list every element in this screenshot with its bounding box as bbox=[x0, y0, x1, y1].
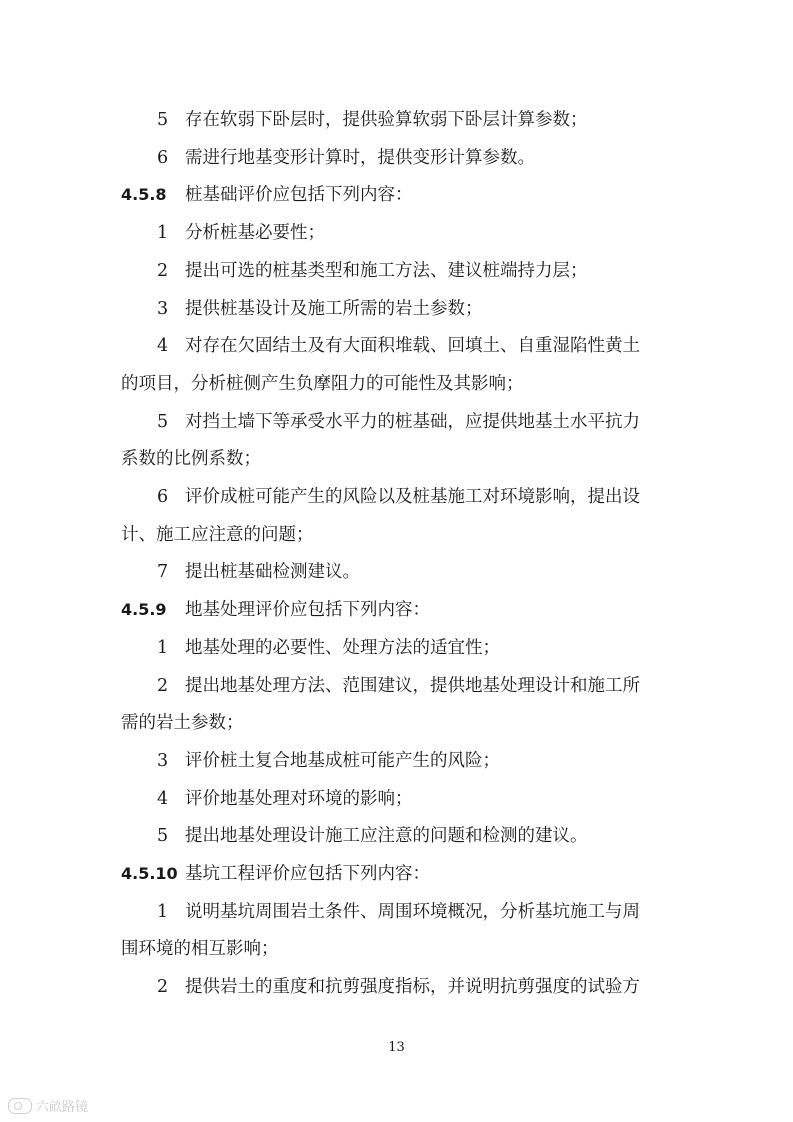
list-item bbox=[0, 410, 793, 434]
list-item bbox=[0, 334, 793, 358]
line-text: 地基处理的必要性、处理方法的适宜性； bbox=[185, 637, 500, 658]
line-text: 桩基础评价应包括下列内容： bbox=[185, 185, 413, 206]
list-item bbox=[0, 975, 793, 999]
list-item bbox=[0, 560, 793, 584]
item-number: 1 bbox=[157, 901, 169, 922]
item-number: 4 bbox=[157, 336, 169, 357]
line-text: 需的岩土参数； bbox=[121, 713, 244, 734]
item-number: 5 bbox=[157, 411, 169, 432]
section-heading bbox=[0, 862, 793, 886]
list-item bbox=[0, 221, 793, 245]
line-text: 提出地基处理设计施工应注意的问题和检测的建议。 bbox=[185, 826, 588, 847]
watermark bbox=[8, 1096, 88, 1115]
list-item bbox=[0, 900, 793, 924]
list-item bbox=[0, 259, 793, 283]
item-number: 3 bbox=[157, 750, 169, 771]
section-number: 4.5.8 bbox=[121, 185, 167, 205]
line-text: 评价地基处理对环境的影响； bbox=[185, 788, 413, 809]
list-item-continuation bbox=[0, 711, 793, 735]
item-number: 2 bbox=[157, 260, 169, 281]
list-item-continuation bbox=[0, 523, 793, 547]
line-text: 的项目，分析桩侧产生负摩阻力的可能性及其影响； bbox=[121, 373, 524, 394]
watermark-logo-icon bbox=[8, 1098, 32, 1114]
item-number: 5 bbox=[157, 826, 169, 847]
item-number: 1 bbox=[157, 223, 169, 244]
list-item bbox=[0, 749, 793, 773]
item-number: 4 bbox=[157, 788, 169, 809]
list-item bbox=[0, 674, 793, 698]
watermark-text: 六畝路镜 bbox=[36, 1100, 89, 1115]
section-heading bbox=[0, 183, 793, 207]
line-text: 存在软弱下卧层时，提供验算软弱下卧层计算参数； bbox=[185, 110, 588, 130]
line-text: 说明基坑周围岩土条件、周围环境概况，分析基坑施工与周 bbox=[185, 901, 640, 922]
line-text: 对存在欠固结土及有大面积堆载、回填土、自重湿陷性黄土 bbox=[185, 336, 640, 357]
item-number: 3 bbox=[157, 298, 169, 319]
item-number: 6 bbox=[157, 487, 169, 507]
section-number: 4.5.10 bbox=[121, 864, 178, 883]
item-number: 5 bbox=[157, 110, 169, 130]
list-item bbox=[0, 485, 793, 509]
item-number: 2 bbox=[157, 977, 169, 998]
line-text: 基坑工程评价应包括下列内容： bbox=[185, 864, 430, 884]
line-text: 对挡土墙下等承受水平力的桩基础，应提供地基土水平抗力 bbox=[185, 411, 640, 432]
item-number: 1 bbox=[157, 637, 169, 658]
item-number: 2 bbox=[157, 675, 169, 696]
list-item-continuation bbox=[0, 447, 793, 471]
line-text: 提出桩基础检测建议。 bbox=[185, 562, 360, 583]
list-item-continuation bbox=[0, 372, 793, 396]
line-text: 需进行地基变形计算时，提供变形计算参数。 bbox=[185, 147, 535, 168]
list-item bbox=[0, 297, 793, 321]
section-heading bbox=[0, 598, 793, 622]
line-text: 提出可选的桩基类型和施工方法、建议桩端持力层； bbox=[185, 260, 588, 281]
line-text: 围环境的相互影响； bbox=[121, 939, 279, 960]
line-text: 提供桩基设计及施工所需的岩土参数； bbox=[185, 298, 483, 319]
page-number: 13 bbox=[388, 1040, 405, 1055]
line-text: 计、施工应注意的问题； bbox=[121, 524, 314, 545]
line-text: 评价成桩可能产生的风险以及桩基施工对环境影响，提出设 bbox=[185, 487, 640, 507]
list-item bbox=[0, 146, 793, 170]
line-text: 提供岩土的重度和抗剪强度指标，并说明抗剪强度的试验方 bbox=[185, 977, 640, 998]
list-item bbox=[0, 636, 793, 660]
list-item-continuation bbox=[0, 937, 793, 961]
section-number: 4.5.9 bbox=[121, 600, 167, 620]
line-text: 地基处理评价应包括下列内容： bbox=[185, 600, 430, 621]
line-text: 评价桩土复合地基成桩可能产生的风险； bbox=[185, 750, 500, 771]
list-item bbox=[0, 824, 793, 848]
line-text: 提出地基处理方法、范围建议，提供地基处理设计和施工所 bbox=[185, 675, 640, 696]
list-item bbox=[0, 108, 793, 132]
line-text: 分析桩基必要性； bbox=[185, 223, 325, 244]
line-text: 系数的比例系数； bbox=[121, 449, 261, 470]
item-number: 7 bbox=[157, 562, 169, 583]
list-item bbox=[0, 787, 793, 811]
item-number: 6 bbox=[157, 147, 169, 168]
